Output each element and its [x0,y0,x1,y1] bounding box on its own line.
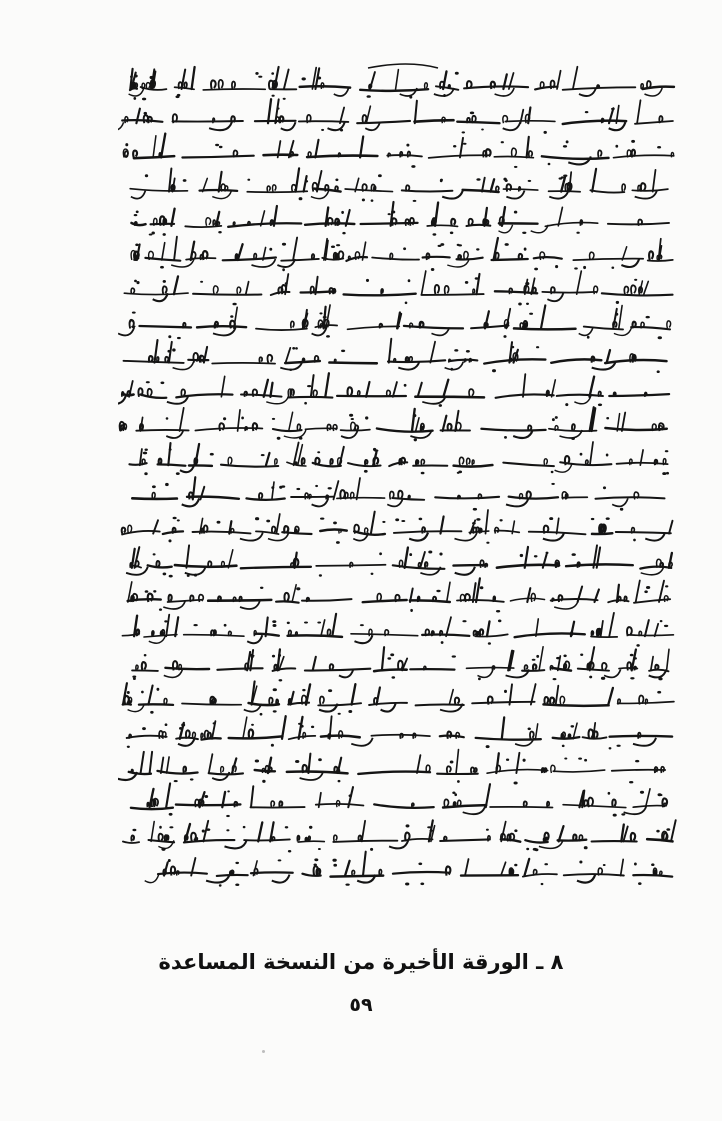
manuscript-line [118,99,673,134]
page-number: ٥٩ [349,994,373,1016]
manuscript-line [123,134,673,168]
manuscript-line [129,67,674,101]
manuscript-line [118,305,671,339]
manuscript-line [127,716,672,749]
manuscript-line [120,407,667,441]
manuscript-line [132,647,669,682]
manuscript-line [118,373,669,407]
manuscript-flourish [368,64,438,68]
manuscript-line [132,477,664,511]
manuscript-line [132,202,670,236]
manuscript-line [145,852,673,887]
manuscript-line [128,578,671,612]
manuscript-image [118,62,678,902]
manuscript-line [130,168,668,202]
scan-speck [262,1050,265,1053]
manuscript-line [123,820,676,852]
manuscript-line [131,237,673,272]
manuscript-line [130,442,670,475]
manuscript-line [131,783,667,817]
manuscript-line [124,271,672,305]
manuscript-line [123,681,674,715]
manuscript-line [122,510,673,544]
manuscript-line [126,545,672,577]
manuscript-line [118,750,665,785]
manuscript-line [124,339,667,373]
handwritten-manuscript-drawing [118,62,678,902]
manuscript-line [122,613,673,647]
figure-caption: ٨ ـ الورقة الأخيرة من النسخة المساعدة [158,950,564,974]
